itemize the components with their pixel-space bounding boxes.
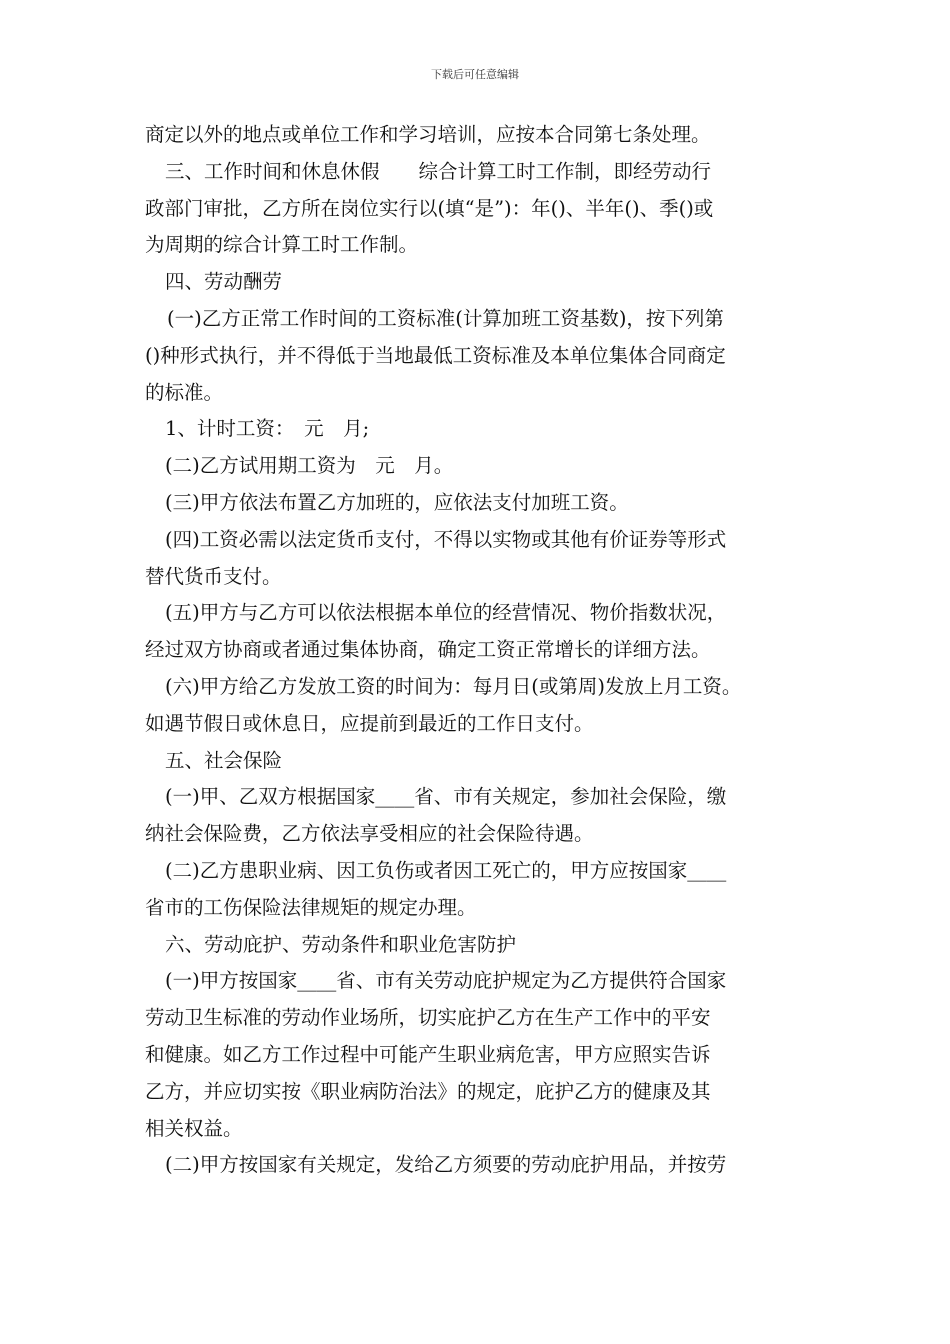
document-body <box>145 117 815 1184</box>
text-line: (六)甲方给乙方发放工资的时间为：每月日(或第周)发放上月工资。 <box>165 674 742 698</box>
text-line: (三)甲方依法布置乙方加班的，应依法支付加班工资。 <box>165 490 629 514</box>
text-line: 的标准。 <box>145 380 224 404</box>
text-line: 和健康。如乙方工作过程中可能产生职业病危害，甲方应照实告诉 <box>145 1042 711 1066</box>
text-line: 替代货币支付。 <box>145 564 282 588</box>
section-heading-5: 五、社会保险 <box>165 748 283 772</box>
text-line: (二)甲方按国家有关规定，发给乙方须要的劳动庇护用品，并按劳 <box>165 1153 727 1177</box>
text-line: 1、计时工资： 元 月; <box>165 417 370 441</box>
text-line: (五)甲方与乙方可以依法根据本单位的经营情况、物价指数状况， <box>165 601 727 625</box>
text-line: 省市的工伤保险法律规矩的规定办理。 <box>145 895 477 919</box>
text-line: (一)甲方按国家____省、市有关劳动庇护规定为乙方提供符合国家 <box>165 969 727 993</box>
text-line: 如遇节假日或休息日，应提前到最近的工作日支付。 <box>145 711 594 735</box>
text-line: 相关权益。 <box>145 1116 243 1140</box>
section-heading-4: 四、劳动酬劳 <box>165 270 283 294</box>
text-line: 乙方，并应切实按《职业病防治法》的规定，庇护乙方的健康及其 <box>145 1079 711 1103</box>
text-line: 经过双方协商或者通过集体协商，确定工资正常增长的详细方法。 <box>145 638 711 662</box>
text-line: 劳动卫生标准的劳动作业场所，切实庇护乙方在生产工作中的平安 <box>145 1006 711 1030</box>
section-heading-6: 六、劳动庇护、劳动条件和职业危害防护 <box>165 932 517 956</box>
text-line: (二)乙方试用期工资为 元 月。 <box>165 454 454 478</box>
text-line: (四)工资必需以法定货币支付，不得以实物或其他有价证券等形式 <box>165 527 727 551</box>
text-line: 商定以外的地点或单位工作和学习培训，应按本合同第七条处理。 <box>145 123 711 146</box>
page-header: 下载后可任意编辑 <box>431 68 519 81</box>
text-line: 政部门审批，乙方所在岗位实行以(填“是”)：年()、半年()、季()或 <box>145 196 714 220</box>
text-line: ()种形式执行，并不得低于当地最低工资标准及本单位集体合同商定 <box>145 343 726 367</box>
text-line: 为周期的综合计算工时工作制。 <box>145 233 419 257</box>
text-line: (一)乙方正常工作时间的工资标准(计算加班工资基数)，按下列第 <box>167 306 724 330</box>
text-line: (一)甲、乙双方根据国家____省、市有关规定，参加社会保险，缴 <box>165 785 727 809</box>
text-line: 纳社会保险费，乙方依法享受相应的社会保险待遇。 <box>145 822 594 846</box>
section-heading-3: 三、工作时间和休息休假 综合计算工时工作制，即经劳动行 <box>165 159 712 183</box>
text-line: (二)乙方患职业病、因工负伤或者因工死亡的，甲方应按国家____ <box>165 858 727 882</box>
